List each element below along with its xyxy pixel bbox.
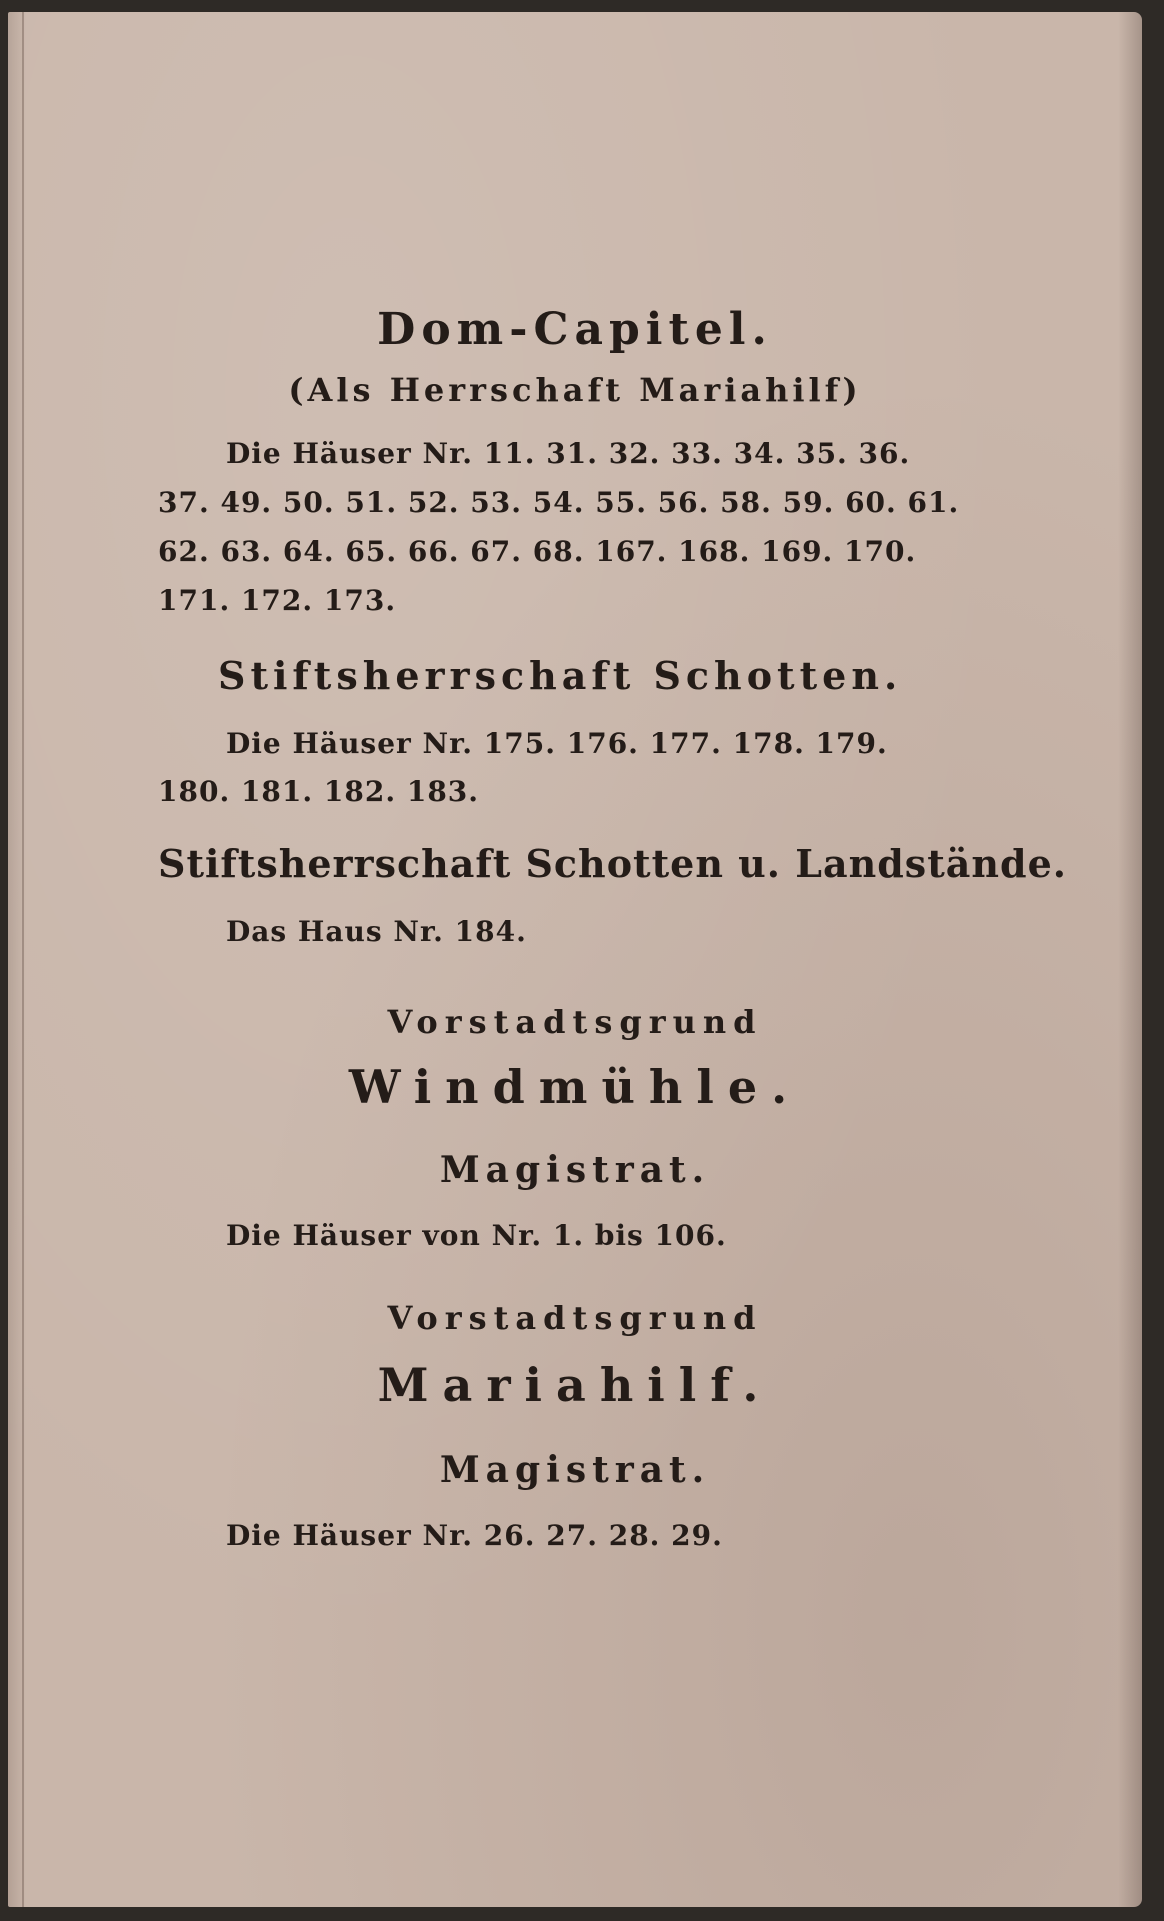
text-line: Die Häuser Nr. 11. 31. 32. 33. 34. 35. 36.	[226, 437, 911, 470]
text-line: 171. 172. 173.	[158, 584, 397, 617]
ground-label-mariahilf: Vorstadtsgrund	[387, 1299, 763, 1337]
text-line: 37. 49. 50. 51. 52. 53. 54. 55. 56. 58. 59. 60. 61.	[158, 486, 960, 519]
authority-windmuehle: Magistrat.	[439, 1149, 711, 1191]
ground-name-mariahilf: Mariahilf.	[377, 1358, 773, 1412]
section-subtitle-dom-capitel: (Als Herrschaft Mariahilf)	[288, 371, 862, 409]
section-title-schotten-landstaende: Stiftsherrschaft Schotten u. Landstände.	[158, 841, 1067, 886]
text-line: Das Haus Nr. 184.	[226, 915, 527, 948]
page-text	[8, 12, 1142, 1907]
ground-label-windmuehle: Vorstadtsgrund	[387, 1003, 763, 1041]
text-line: 180. 181. 182. 183.	[158, 775, 480, 808]
book-page	[8, 12, 1142, 1907]
section-title-dom-capitel: Dom-Capitel.	[377, 304, 773, 355]
text-line: Die Häuser Nr. 26. 27. 28. 29.	[226, 1519, 723, 1552]
authority-mariahilf: Magistrat.	[439, 1449, 711, 1491]
ground-name-windmuehle: Windmühle.	[348, 1060, 802, 1114]
text-line: Die Häuser von Nr. 1. bis 106.	[226, 1219, 727, 1252]
text-line: Die Häuser Nr. 175. 176. 177. 178. 179.	[226, 727, 888, 760]
section-title-schotten: Stiftsherrschaft Schotten.	[218, 653, 903, 698]
text-line: 62. 63. 64. 65. 66. 67. 68. 167. 168. 169. 170.	[158, 535, 917, 568]
